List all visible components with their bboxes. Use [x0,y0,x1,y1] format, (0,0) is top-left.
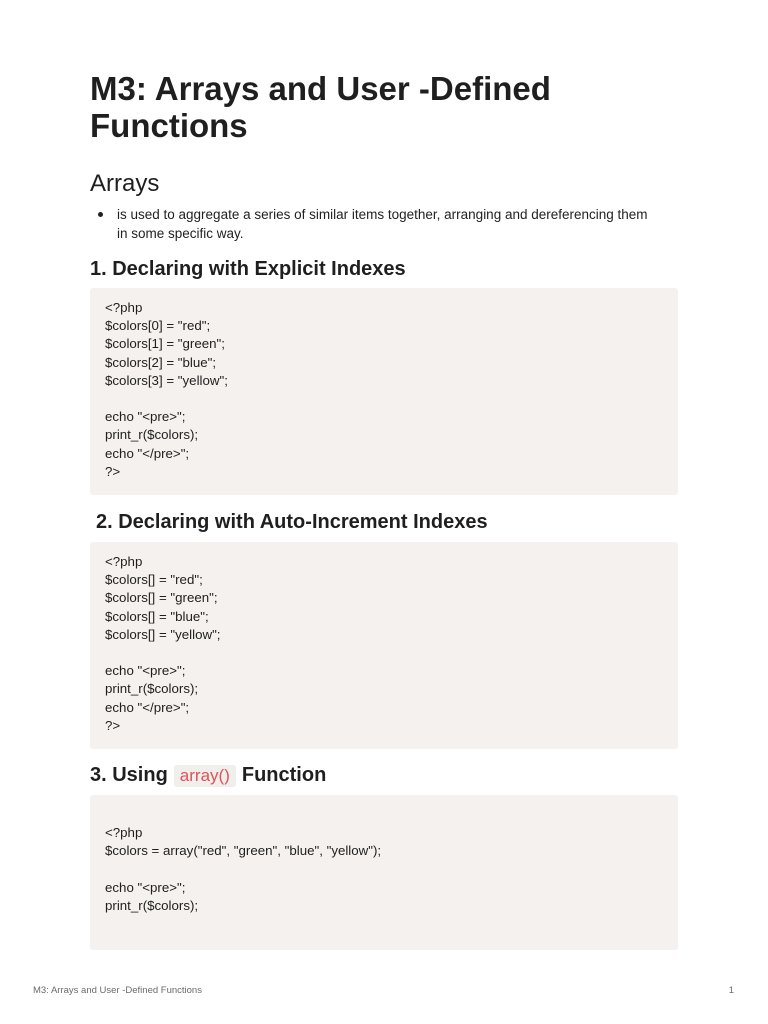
bullet-text: is used to aggregate a series of similar items together, arranging and dereferencing them in some specific way. [117,207,648,241]
heading-suffix: Function [241,764,327,786]
bullet-dot-icon [98,212,103,217]
subsection-heading-array-function [90,764,326,787]
code-text: <?php $colors = array("red", "green", "blue", "yellow"); echo "<pre>"; print_r($colors); [105,825,382,914]
heading-prefix: 3. Using [90,764,168,786]
code-block-auto-increment [90,542,678,749]
page-title: M3: Arrays and User -Defined Functions [90,70,551,144]
bullet-item [90,205,650,243]
subsection-heading-explicit-indexes: 1. Declaring with Explicit Indexes [90,258,406,280]
subsection-heading-auto-increment: 2. Declaring with Auto-Increment Indexes [96,511,488,533]
code-block-explicit-indexes [90,288,678,495]
code-block-array-function [90,795,678,950]
code-text: <?php $colors[0] = "red"; $colors[1] = "green"; $colors[2] = "blue"; $colors[3] = "yellow"; echo "<pre>"; print_r($colors); echo "</pre>"; ?> [105,300,228,479]
footer-title: M3: Arrays and User -Defined Functions [33,985,202,996]
code-text: <?php $colors[] = "red"; $colors[] = "green"; $colors[] = "blue"; $colors[] = "yellow"; echo "<pre>"; print_r($colors); echo "</pre>"; ?> [105,554,221,733]
inline-code-array: array() [174,765,236,787]
page-number: 1 [728,985,734,996]
section-heading-arrays: Arrays [90,170,160,197]
